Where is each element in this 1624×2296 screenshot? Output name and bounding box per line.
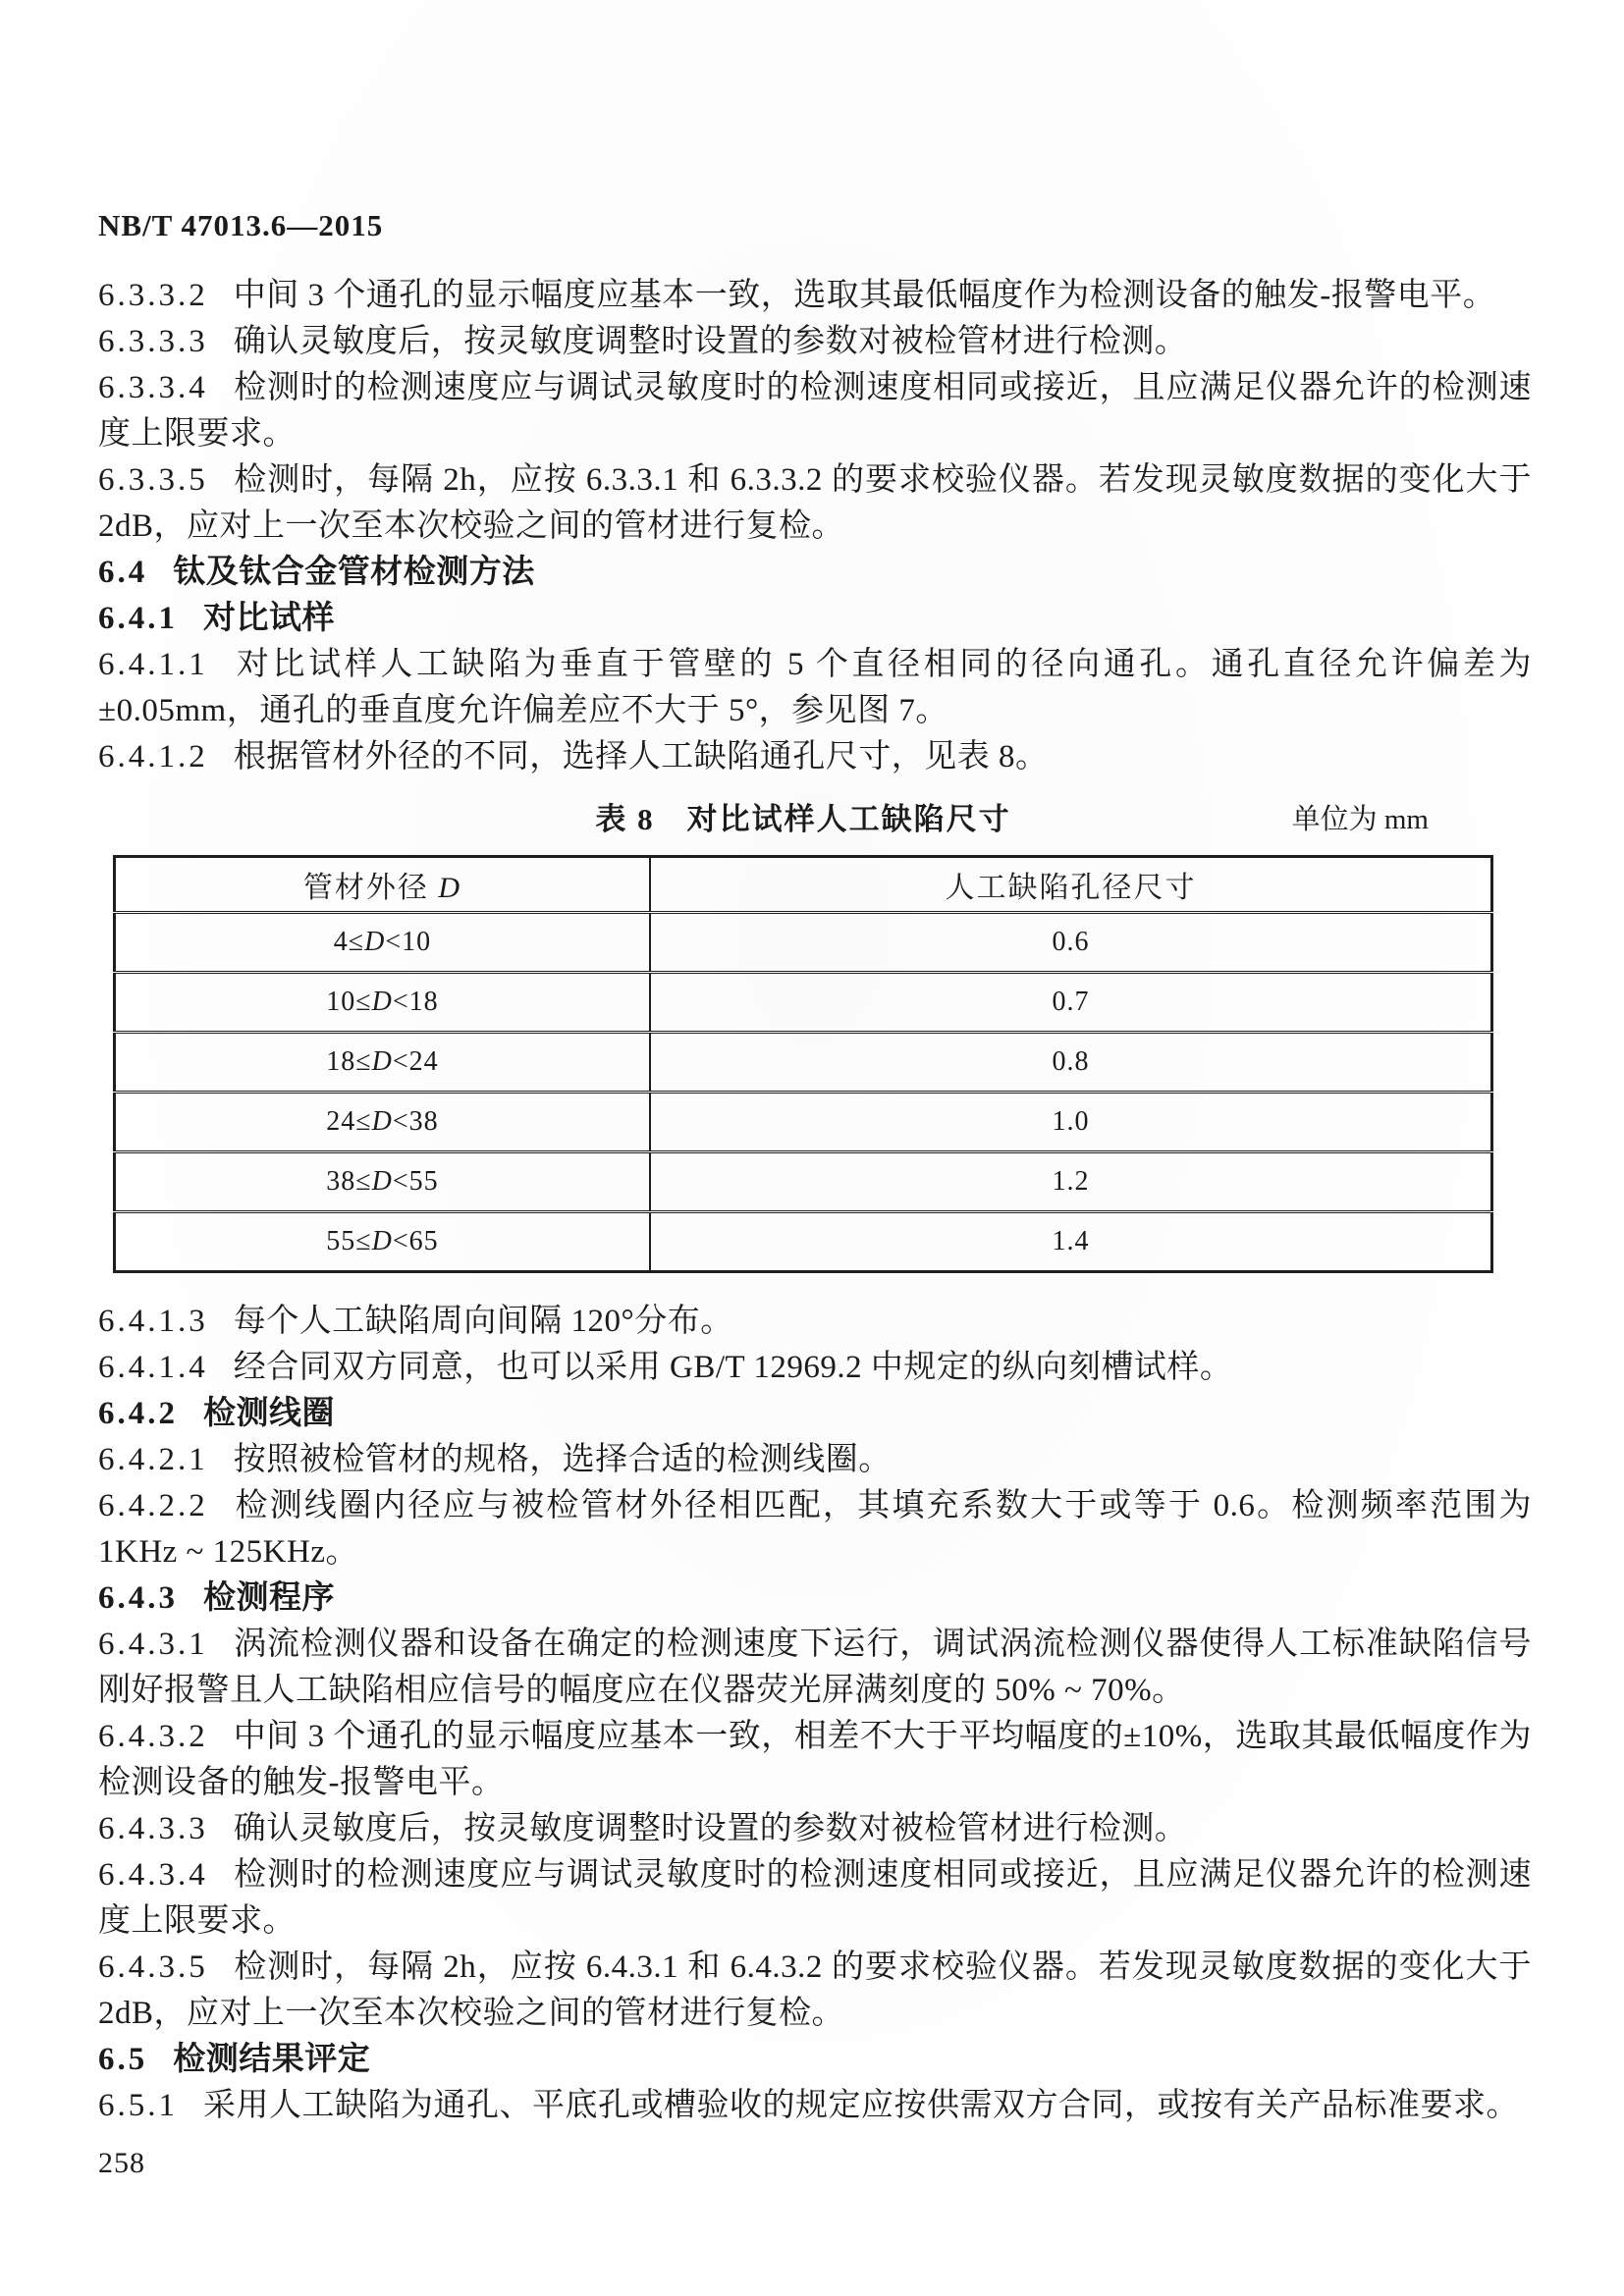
clause-number: 6.5 [98,2042,148,2077]
variable-D: D [364,927,386,957]
clause-paragraph [98,642,1532,734]
clause-paragraph [98,1806,1532,1852]
clause-paragraph [98,457,1532,550]
clause-text: 检测时的检测速度应与调试灵敏度时的检测速度相同或接近，且应满足仪器允许的检测速度上限要求。 [98,370,1532,452]
clause-number: 6.4.2.1 [98,1442,208,1477]
cell-hole-size: 1.2 [650,1152,1492,1212]
clause-text: 按照被检管材的规格，选择合适的检测线圈。 [233,1442,892,1477]
clause-number: 6.3.3.4 [98,370,208,405]
variable-D: D [371,1226,393,1256]
clause-number: 6.4.1.3 [98,1304,208,1339]
cell-diameter-range: 38≤D<55 [115,1152,650,1212]
clause-number: 6.4.1.2 [98,739,208,774]
clause-text: 中间 3 个通孔的显示幅度应基本一致，选取其最低幅度作为检测设备的触发-报警电平。 [233,278,1496,313]
table-row [115,913,1492,973]
cell-hole-size: 1.0 [650,1093,1492,1152]
clause-text: 检测时，每隔 2h，应按 6.4.3.1 和 6.4.3.2 的要求校验仪器。若发现灵敏度数据的变化大于 2dB，应对上一次至本次校验之间的管材进行复检。 [98,1949,1532,2031]
defect-table-body [115,913,1492,1272]
clause-heading [98,1391,1532,1437]
table-unit-note: 单位为 mm [1291,804,1429,835]
cell-diameter-range: 24≤D<38 [115,1093,650,1152]
clause-number: 6.5.1 [98,2088,178,2123]
clause-paragraph [98,734,1532,780]
clause-text: 采用人工缺陷为通孔、平底孔或槽验收的规定应按供需双方合同，或按有关产品标准要求。 [203,2088,1519,2123]
defect-size-table [113,855,1493,1273]
clause-number: 6.4.3 [98,1580,178,1616]
clause-number: 6.4.3.5 [98,1949,208,1985]
clause-paragraph [98,1483,1532,1575]
clause-text: 涡流检测仪器和设备在确定的检测速度下运行，调试涡流检测仪器使得人工标准缺陷信号刚好报警且人工缺陷相应信号的幅度应在仪器荧光屏满刻度的 50% ~ 70%。 [98,1627,1532,1708]
clause-text: 检测时的检测速度应与调试灵敏度时的检测速度相同或接近，且应满足仪器允许的检测速度上限要求。 [98,1857,1532,1939]
clause-paragraph [98,1945,1532,2037]
clause-number: 6.4.3.4 [98,1857,208,1893]
variable-D: D [371,1166,393,1197]
clause-paragraph [98,1299,1532,1345]
cell-hole-size: 0.8 [650,1033,1492,1093]
defect-table-header [115,857,1492,913]
clause-text: 经合同双方同意，也可以采用 GB/T 12969.2 中规定的纵向刻槽试样。 [233,1350,1233,1385]
clause-number: 6.3.3.3 [98,324,208,359]
table-caption-row [113,798,1493,841]
clause-number: 6.4.1.1 [98,647,208,682]
clause-heading [98,550,1532,596]
cell-diameter-range: 55≤D<65 [115,1212,650,1272]
clause-paragraph [98,1437,1532,1483]
clause-number: 6.3.3.2 [98,278,208,313]
clause-number: 6.4.1.4 [98,1350,208,1385]
clause-number: 6.3.3.5 [98,462,208,498]
clause-number: 6.4.3.1 [98,1627,208,1662]
variable-D: D [371,1046,393,1077]
clause-paragraph [98,1852,1532,1945]
section-after-table [98,1299,1532,2129]
clause-text: 检测结果评定 [173,2042,371,2077]
column-header-artificial-defect-hole-size: 人工缺陷孔径尺寸 [650,857,1492,913]
clause-heading [98,1575,1532,1622]
table-row [115,1152,1492,1212]
page-number: 258 [98,2147,145,2179]
table-row [115,1033,1492,1093]
clause-number: 6.4.3.2 [98,1719,208,1754]
cell-diameter-range: 10≤D<18 [115,973,650,1033]
clause-text: 检测线圈 [203,1396,335,1431]
clause-paragraph [98,1714,1532,1806]
clause-paragraph [98,2083,1532,2129]
standard-number: NB/T 47013.6—2015 [98,208,384,242]
clause-heading [98,2037,1532,2083]
clause-text: 对比试样 [203,601,335,636]
clause-text: 对比试样人工缺陷为垂直于管壁的 5 个直径相同的径向通孔。通孔直径允许偏差为±0.05mm，通孔的垂直度允许偏差应不大于 5°，参见图 7。 [98,647,1532,728]
column-header-pipe-outer-diameter: 管材外径 D [115,857,650,913]
section-before-table [98,273,1532,780]
table-header-row [115,857,1492,913]
clause-paragraph [98,1622,1532,1714]
clause-paragraph [98,319,1532,365]
clause-text: 检测线圈内径应与被检管材外径相匹配，其填充系数大于或等于 0.6。检测频率范围为 1KHz ~ 125KHz。 [98,1488,1532,1570]
clause-paragraph [98,273,1532,319]
table-row [115,1093,1492,1152]
table-row [115,1212,1492,1272]
clause-number: 6.4.1 [98,601,178,636]
clause-text: 确认灵敏度后，按灵敏度调整时设置的参数对被检管材进行检测。 [233,324,1188,359]
variable-D: D [371,987,393,1017]
table-row [115,973,1492,1033]
cell-hole-size: 0.7 [650,973,1492,1033]
clause-paragraph [98,1345,1532,1391]
cell-hole-size: 1.4 [650,1212,1492,1272]
variable-D: D [438,872,462,904]
table-caption: 表 8 对比试样人工缺陷尺寸 [595,802,1011,836]
clause-paragraph [98,365,1532,457]
clause-text: 检测程序 [203,1580,335,1616]
clause-text: 根据管材外径的不同，选择人工缺陷通孔尺寸，见表 8。 [233,739,1049,774]
clause-number: 6.4.3.3 [98,1811,208,1846]
clause-number: 6.4.2.2 [98,1488,208,1523]
clause-text: 检测时，每隔 2h，应按 6.3.3.1 和 6.3.3.2 的要求校验仪器。若发现灵敏度数据的变化大于 2dB，应对上一次至本次校验之间的管材进行复检。 [98,462,1532,544]
cell-diameter-range: 4≤D<10 [115,913,650,973]
cell-diameter-range: 18≤D<24 [115,1033,650,1093]
clause-text: 确认灵敏度后，按灵敏度调整时设置的参数对被检管材进行检测。 [233,1811,1188,1846]
clause-text: 中间 3 个通孔的显示幅度应基本一致，相差不大于平均幅度的±10%，选取其最低幅度作为检测设备的触发-报警电平。 [98,1719,1532,1800]
cell-hole-size: 0.6 [650,913,1492,973]
clause-text: 钛及钛合金管材检测方法 [173,555,535,590]
clause-number: 6.4.2 [98,1396,178,1431]
clause-heading [98,596,1532,642]
clause-number: 6.4 [98,555,148,590]
variable-D: D [371,1106,393,1137]
clause-text: 每个人工缺陷周向间隔 120°分布。 [233,1304,733,1339]
